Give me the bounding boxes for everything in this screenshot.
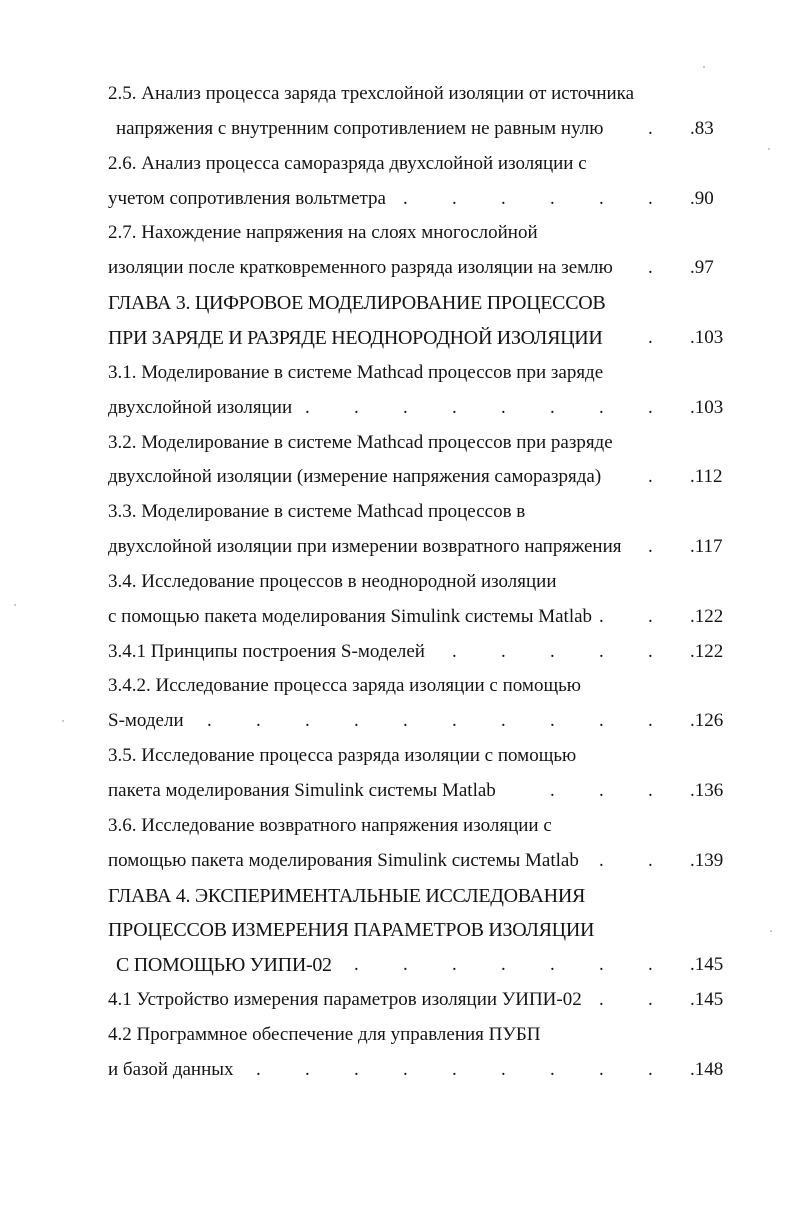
leader-dot: .: [550, 954, 555, 976]
leader-dot: .: [599, 780, 604, 801]
toc-chapter-heading: ПРИ ЗАРЯДЕ И РАЗРЯДЕ НЕОДНОРОДНОЙ ИЗОЛЯЦИИ: [108, 326, 603, 349]
toc-page-number: .97: [690, 257, 714, 279]
leader-dot: .: [305, 710, 310, 732]
leader-dot: .: [599, 989, 604, 1011]
toc-line: [0, 811, 798, 841]
leader-dot: .: [452, 396, 457, 418]
leader-dot: .: [550, 396, 555, 418]
toc-line: [0, 671, 798, 701]
leader-dot: .: [599, 1058, 604, 1080]
leader-dot: .: [599, 954, 604, 976]
leader-dot: .: [354, 710, 359, 732]
toc-entry-text: 3.2. Моделирование в системе Mathcad процессов при разряде: [108, 431, 613, 453]
toc-line: [0, 950, 798, 980]
leader-dot: .: [452, 710, 457, 732]
leader-dot: .: [403, 954, 408, 976]
leader-dot: .: [599, 849, 604, 871]
toc-page-number: .139: [690, 849, 724, 871]
toc-line: [0, 637, 798, 667]
leader-dot: .: [452, 1058, 457, 1080]
leader-dot: .: [648, 849, 653, 871]
toc-line: [0, 218, 798, 248]
toc-entry-text: 3.6. Исследование возвратного напряжения изоляции с: [108, 814, 552, 836]
leader-dot: .: [501, 1058, 506, 1080]
leader-dot: .: [403, 396, 408, 418]
leader-dot: .: [501, 710, 506, 732]
toc-entry-text: S-модели: [108, 710, 184, 732]
leader-dot: .: [648, 605, 653, 627]
leader-dot: .: [648, 396, 653, 418]
toc-entry-text: 4.2 Программное обеспечение для управления ПУБП: [108, 1023, 541, 1045]
toc-page-number: .136: [690, 780, 724, 801]
toc-chapter-heading: ГЛАВА 3. ЦИФРОВОЕ МОДЕЛИРОВАНИЕ ПРОЦЕССОВ: [108, 292, 606, 315]
leader-dot: .: [354, 1058, 359, 1080]
leader-dot: .: [599, 396, 604, 418]
toc-page-number: .117: [690, 536, 723, 558]
leader-dot: .: [354, 396, 359, 418]
toc-page-number: .103: [690, 396, 724, 418]
toc-line: [0, 1020, 798, 1050]
leader-dot: .: [501, 396, 506, 418]
leader-dot: .: [305, 396, 310, 418]
leader-dot: .: [648, 326, 653, 348]
toc-line: [0, 846, 798, 876]
toc-chapter-heading: С ПОМОЩЬЮ УИПИ-02: [116, 954, 332, 977]
leader-dot: .: [648, 257, 653, 279]
leader-dot: .: [501, 954, 506, 976]
leader-dot: .: [648, 1058, 653, 1080]
toc-entry-text: двухслойной изоляции: [108, 396, 293, 418]
leader-dot: .: [452, 954, 457, 976]
leader-dot: .: [550, 1058, 555, 1080]
toc-line: [0, 79, 798, 109]
toc-line: [0, 114, 798, 144]
leader-dot: .: [403, 710, 408, 732]
scan-speck: [14, 604, 16, 606]
toc-entry-text: 2.7. Нахождение напряжения на слоях многослойной: [108, 222, 538, 244]
leader-dot: .: [452, 187, 457, 209]
toc-entry-text: напряжения с внутренним сопротивлением не равным нулю: [116, 117, 604, 139]
toc-line: [0, 497, 798, 527]
toc-line: [0, 881, 798, 911]
leader-dot: .: [550, 710, 555, 732]
leader-dot: .: [648, 466, 653, 488]
scan-speck: [770, 930, 772, 932]
toc-chapter-heading: ПРОЦЕССОВ ИЗМЕРЕНИЯ ПАРАМЕТРОВ ИЗОЛЯЦИИ: [108, 919, 595, 942]
toc-line: [0, 149, 798, 179]
toc-entry-text: 3.4. Исследование процессов в неоднородной изоляции: [108, 570, 557, 592]
leader-dot: .: [403, 187, 408, 209]
toc-line: [0, 532, 798, 562]
toc-line: [0, 393, 798, 423]
leader-dot: .: [599, 710, 604, 732]
scan-speck: [768, 148, 770, 150]
toc-page-number: .148: [690, 1058, 724, 1080]
leader-dot: .: [452, 640, 457, 662]
leader-dot: .: [256, 1058, 261, 1080]
leader-dot: .: [501, 640, 506, 662]
leader-dot: .: [207, 710, 212, 732]
leader-dot: .: [550, 780, 555, 801]
toc-entry-text: 3.1. Моделирование в системе Mathcad процессов при заряде: [108, 361, 604, 383]
leader-dot: .: [599, 187, 604, 209]
toc-line: [0, 915, 798, 945]
toc-line: [0, 184, 798, 214]
toc-entry-text: 4.1 Устройство измерения параметров изоляции УИПИ-02: [108, 989, 582, 1011]
leader-dot: .: [501, 187, 506, 209]
toc-page-number: .145: [690, 954, 724, 976]
leader-dot: .: [648, 989, 653, 1011]
leader-dot: .: [599, 640, 604, 662]
leader-dot: .: [648, 187, 653, 209]
leader-dot: .: [354, 954, 359, 976]
toc-entry-text: изоляции после кратковременного разряда изоляции на землю: [108, 257, 613, 279]
toc-entry-text: 2.6. Анализ процесса саморазряда двухслойной изоляции с: [108, 152, 587, 174]
toc-line: [0, 567, 798, 597]
toc-entry-text: пакета моделирования Simulink системы Matlab: [108, 780, 496, 801]
toc-line: [0, 323, 798, 353]
toc-entry-text: помощью пакета моделирования Simulink системы Matlab: [108, 849, 579, 871]
leader-dot: .: [648, 954, 653, 976]
leader-dot: .: [648, 117, 653, 139]
toc-entry-text: 3.5. Исследование процесса разряда изоляции с помощью: [108, 745, 577, 767]
leader-dot: .: [550, 640, 555, 662]
toc-line: [0, 358, 798, 388]
leader-dot: .: [648, 640, 653, 662]
toc-entry-text: 3.4.1 Принципы построения S-моделей: [108, 640, 425, 662]
toc-entry-text: и базой данных: [108, 1058, 234, 1080]
toc-entry-text: двухслойной изоляции при измерении возвратного напряжения: [108, 536, 622, 558]
leader-dot: .: [256, 710, 261, 732]
toc-entry-text: 3.3. Моделирование в системе Mathcad процессов в: [108, 501, 526, 523]
toc-line: [0, 462, 798, 492]
leader-dot: .: [550, 187, 555, 209]
toc-page-number: .122: [690, 605, 724, 627]
leader-dot: .: [648, 710, 653, 732]
toc-line: [0, 428, 798, 458]
toc-entry-text: двухслойной изоляции (измерение напряжения саморазряда): [108, 466, 602, 488]
toc-page-number: .126: [690, 710, 724, 732]
toc-page-number: .122: [690, 640, 724, 662]
toc-line: [0, 602, 798, 632]
toc-page-number: .103: [690, 326, 724, 348]
toc-page-number: .145: [690, 989, 724, 1011]
toc-page-number: .90: [690, 187, 714, 209]
toc-line: [0, 288, 798, 318]
toc-entry-text: учетом сопротивления вольтметра: [108, 187, 386, 209]
toc-entry-text: с помощью пакета моделирования Simulink системы Matlab: [108, 605, 593, 627]
toc-line: [0, 253, 798, 283]
scan-speck: [703, 66, 705, 68]
toc-line: [0, 741, 798, 771]
toc-line: [0, 706, 798, 736]
toc-page-number: .112: [690, 466, 723, 488]
leader-dot: .: [648, 536, 653, 558]
leader-dot: .: [403, 1058, 408, 1080]
leader-dot: .: [305, 1058, 310, 1080]
toc-page-number: .83: [690, 117, 714, 139]
scan-speck: [62, 720, 64, 722]
leader-dot: .: [648, 780, 653, 801]
toc-line: [0, 776, 798, 806]
toc-line: [0, 985, 798, 1015]
toc-line: [0, 1055, 798, 1085]
toc-entry-text: 2.5. Анализ процесса заряда трехслойной изоляции от источника: [108, 83, 635, 104]
leader-dot: .: [599, 605, 604, 627]
toc-chapter-heading: ГЛАВА 4. ЭКСПЕРИМЕНТАЛЬНЫЕ ИССЛЕДОВАНИЯ: [108, 884, 586, 907]
toc-entry-text: 3.4.2. Исследование процесса заряда изоляции с помощью: [108, 675, 581, 697]
